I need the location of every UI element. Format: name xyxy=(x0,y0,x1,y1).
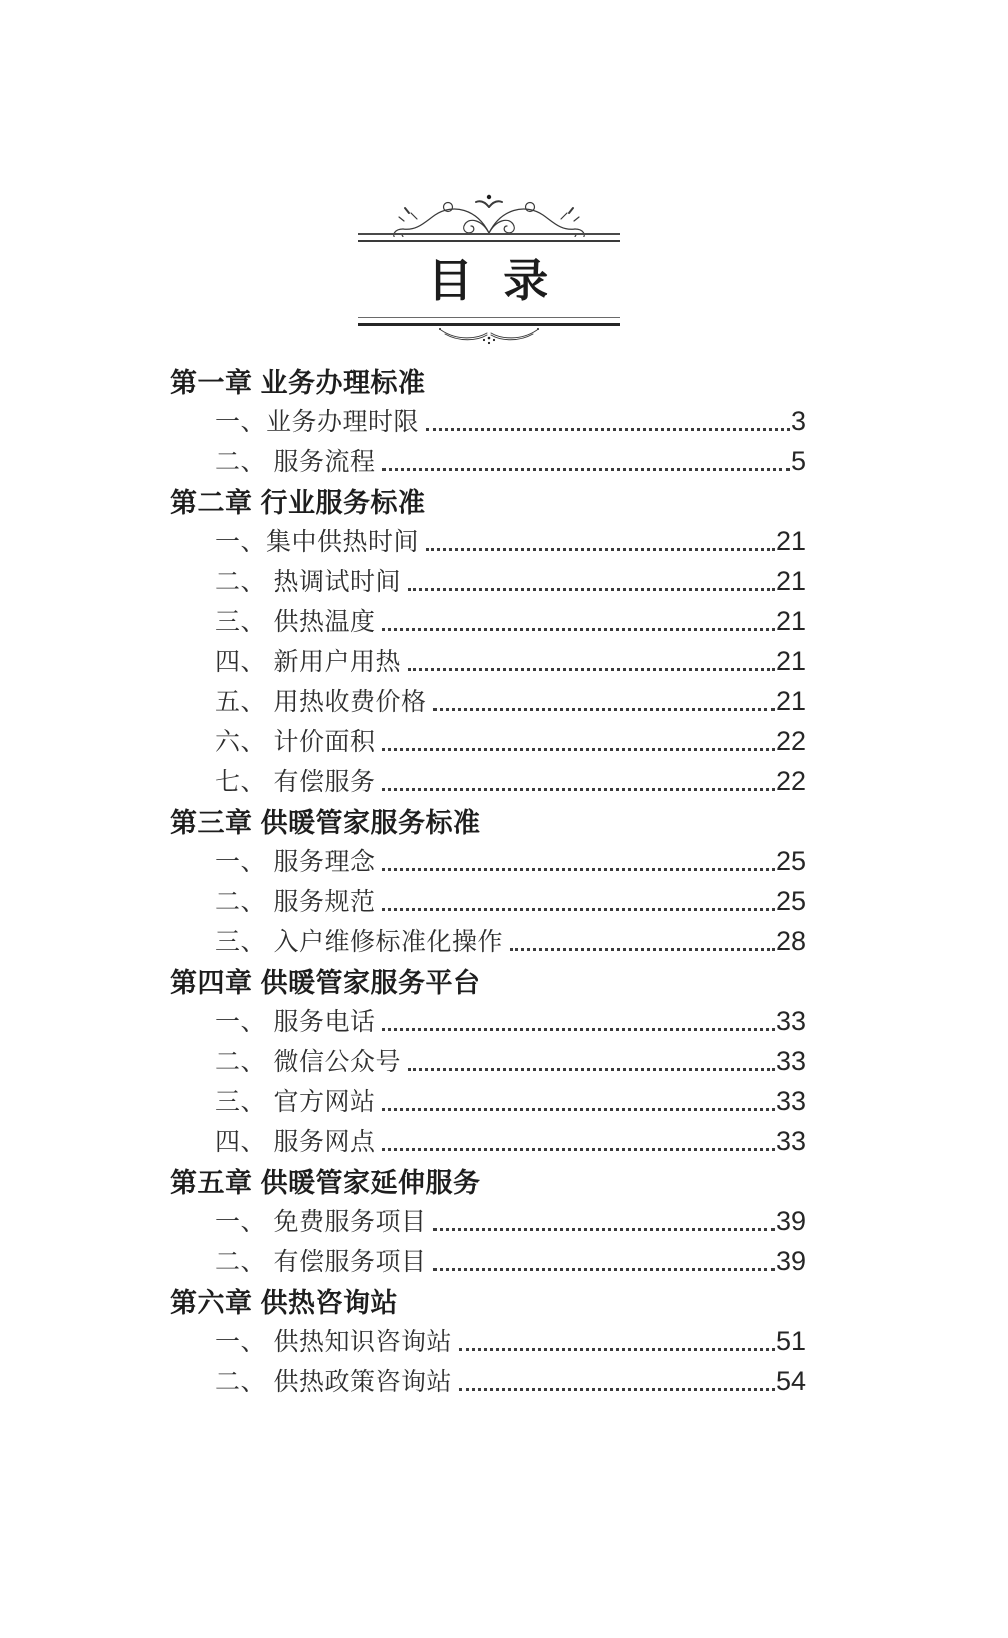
toc-entry-label: 一、 服务电话 xyxy=(215,1008,376,1036)
chapter-title: 第四章 供暖管家服务平台 xyxy=(170,967,481,998)
dot-leader xyxy=(459,1348,775,1351)
toc-entry xyxy=(170,520,806,560)
toc-entry-label: 二、 热调试时间 xyxy=(215,568,401,596)
toc-entry-label: 三、 官方网站 xyxy=(215,1088,376,1116)
dot-leader xyxy=(433,708,775,711)
toc-entry xyxy=(170,920,806,960)
toc-entry-label: 一、业务办理时限 xyxy=(215,408,420,436)
toc-entry-label: 一、 服务理念 xyxy=(215,848,376,876)
chapter-title: 第二章 行业服务标准 xyxy=(170,487,426,518)
toc-entry-label: 六、 计价面积 xyxy=(215,728,376,756)
dot-leader xyxy=(433,1228,775,1231)
toc-entry xyxy=(170,760,806,800)
toc-entry-label: 一、集中供热时间 xyxy=(215,528,420,556)
toc-entry-label: 一、 供热知识咨询站 xyxy=(215,1328,452,1356)
toc-entry-label: 二、 服务规范 xyxy=(215,888,376,916)
toc-entry xyxy=(170,1320,806,1360)
toc-entry-label: 二、 供热政策咨询站 xyxy=(215,1368,452,1396)
toc-entry-label: 七、 有偿服务 xyxy=(215,768,376,796)
chapter-title: 第一章 业务办理标准 xyxy=(170,367,426,398)
toc-entry xyxy=(170,560,806,600)
dot-leader xyxy=(382,1028,775,1031)
dot-leader xyxy=(382,1108,775,1111)
dot-leader xyxy=(382,908,775,911)
toc-entry-page-number: 28 xyxy=(775,925,806,956)
dot-leader xyxy=(382,868,775,871)
toc-entry-page-number: 21 xyxy=(775,645,806,676)
toc-entry-page-number: 21 xyxy=(775,565,806,596)
toc-entry xyxy=(170,1240,806,1280)
toc-entry-page-number: 39 xyxy=(775,1205,806,1236)
chapter-title: 第三章 供暖管家服务标准 xyxy=(170,807,481,838)
toc-entry xyxy=(170,440,806,480)
toc-entry xyxy=(170,600,806,640)
toc-entry-label: 一、 免费服务项目 xyxy=(215,1208,427,1236)
toc-entry xyxy=(170,1080,806,1120)
dot-leader xyxy=(382,468,790,471)
chapter-title: 第六章 供热咨询站 xyxy=(170,1287,399,1318)
dot-leader xyxy=(426,548,775,551)
toc-entry-page-number: 25 xyxy=(775,845,806,876)
dot-leader xyxy=(510,948,775,951)
dot-leader xyxy=(459,1388,775,1391)
toc-entry-label: 四、 服务网点 xyxy=(215,1128,376,1156)
dot-leader xyxy=(382,628,775,631)
toc-entry-page-number: 3 xyxy=(790,405,806,436)
toc-entry-label: 五、 用热收费价格 xyxy=(215,688,427,716)
toc-entry xyxy=(170,1040,806,1080)
dot-leader xyxy=(382,788,775,791)
toc-entry-page-number: 5 xyxy=(790,445,806,476)
toc-entry xyxy=(170,640,806,680)
toc-entry-page-number: 21 xyxy=(775,685,806,716)
toc-entry xyxy=(170,1120,806,1160)
dot-leader xyxy=(408,588,775,591)
toc-entry-page-number: 33 xyxy=(775,1125,806,1156)
toc-entry-page-number: 33 xyxy=(775,1085,806,1116)
chapter-title: 第五章 供暖管家延伸服务 xyxy=(170,1167,481,1198)
toc-entry-page-number: 39 xyxy=(775,1245,806,1276)
toc-entry-page-number: 22 xyxy=(775,765,806,796)
toc-entry-page-number: 54 xyxy=(775,1365,806,1396)
toc-entry xyxy=(170,1200,806,1240)
flourish-top-icon xyxy=(377,193,601,237)
dot-leader xyxy=(382,748,775,751)
toc-entry xyxy=(170,840,806,880)
dot-leader xyxy=(382,1148,775,1151)
toc-entry xyxy=(170,400,806,440)
dot-leader xyxy=(426,428,790,431)
toc-entry-label: 二、 有偿服务项目 xyxy=(215,1248,427,1276)
flourish-bottom-icon xyxy=(437,325,541,345)
header-rule-top xyxy=(358,233,620,242)
toc-entry xyxy=(170,1360,806,1400)
toc-entry-page-number: 51 xyxy=(775,1325,806,1356)
toc-entry-page-number: 21 xyxy=(775,605,806,636)
toc-entry-page-number: 33 xyxy=(775,1045,806,1076)
page-title: 目 录 xyxy=(427,255,551,306)
dot-leader xyxy=(433,1268,775,1271)
toc-entry-page-number: 21 xyxy=(775,525,806,556)
toc-entry xyxy=(170,1000,806,1040)
toc-entry-label: 三、 入户维修标准化操作 xyxy=(215,928,503,956)
dot-leader xyxy=(408,668,775,671)
toc-entry xyxy=(170,720,806,760)
toc-entry-label: 三、 供热温度 xyxy=(215,608,376,636)
toc-entry-page-number: 22 xyxy=(775,725,806,756)
toc-entry-page-number: 25 xyxy=(775,885,806,916)
toc-entry-page-number: 33 xyxy=(775,1005,806,1036)
toc-entry-label: 二、 微信公众号 xyxy=(215,1048,401,1076)
table-of-contents xyxy=(170,360,806,1400)
toc-entry xyxy=(170,880,806,920)
toc-entry-label: 四、 新用户用热 xyxy=(215,648,401,676)
toc-entry-label: 二、 服务流程 xyxy=(215,448,376,476)
dot-leader xyxy=(408,1068,775,1071)
toc-entry xyxy=(170,680,806,720)
